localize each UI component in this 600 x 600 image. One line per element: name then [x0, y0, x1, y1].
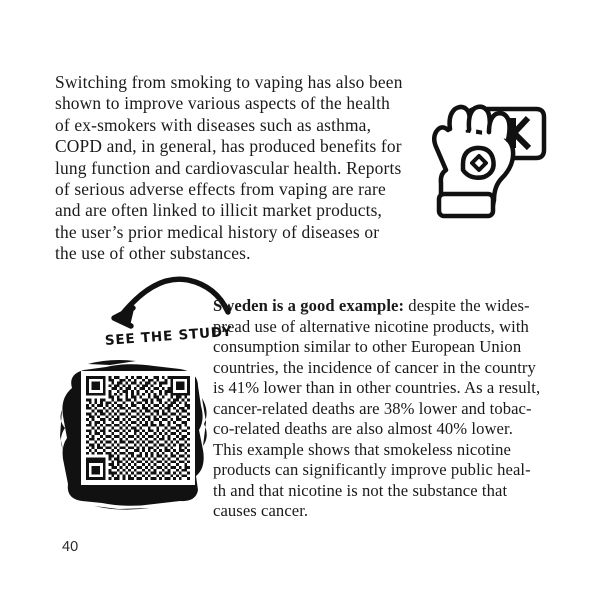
paragraph-lead-in: Sweden is a good example: [213, 296, 405, 315]
paragraph-line: of ex-smokers with diseases such as asthma, [55, 114, 372, 135]
paragraph-line: shown to improve various aspects of the health [55, 93, 390, 114]
vaping-health-paragraph [55, 72, 407, 265]
paragraph-line: and are often linked to illicit market products, [55, 200, 383, 221]
paragraph-line-text: despite the wides- [404, 296, 530, 315]
paragraph-line: This example shows that smokeless nicotine [213, 439, 511, 459]
see-the-study-caption: SEE THE STUDY [104, 323, 233, 349]
paragraph-line: co-related deaths are also almost 40% lower. [213, 419, 513, 438]
sweden-example-paragraph [213, 296, 555, 522]
paragraph-line: cancer-related deaths are 38% lower and tobac- [213, 398, 532, 418]
paragraph-line: lung function and cardiovascular health. Reports [55, 157, 402, 178]
paragraph-line: Switching from smoking to vaping has also been [55, 72, 403, 92]
paragraph-line [213, 296, 555, 317]
hand-outline [434, 107, 513, 216]
page-number: 40 [62, 539, 79, 555]
paragraph-line: pread use of alternative nicotine products, with [213, 316, 529, 336]
paragraph-line: causes cancer. [213, 501, 309, 520]
paragraph-line: COPD and, in general, has produced benefits for [55, 136, 402, 157]
qr-code-block[interactable] [58, 358, 210, 510]
paragraph-line: the use of other substances. [55, 243, 251, 264]
paragraph-line: the user’s prior medical history of diseases or [55, 221, 380, 242]
paragraph-line: of serious adverse effects from vaping are rare [55, 179, 386, 200]
qr-code[interactable] [81, 371, 195, 485]
paragraph-line: is 41% lower than in other countries. As a result, [213, 378, 541, 397]
paragraph-line: products can significantly improve public heal- [213, 460, 531, 479]
paragraph-line: consumption similar to other European Union [213, 337, 522, 356]
ok-hand-gesture-icon [414, 82, 550, 224]
paragraph-line: th and that nicotine is not the substance that [213, 480, 508, 500]
paragraph-line: countries, the incidence of cancer in the country [213, 357, 536, 377]
